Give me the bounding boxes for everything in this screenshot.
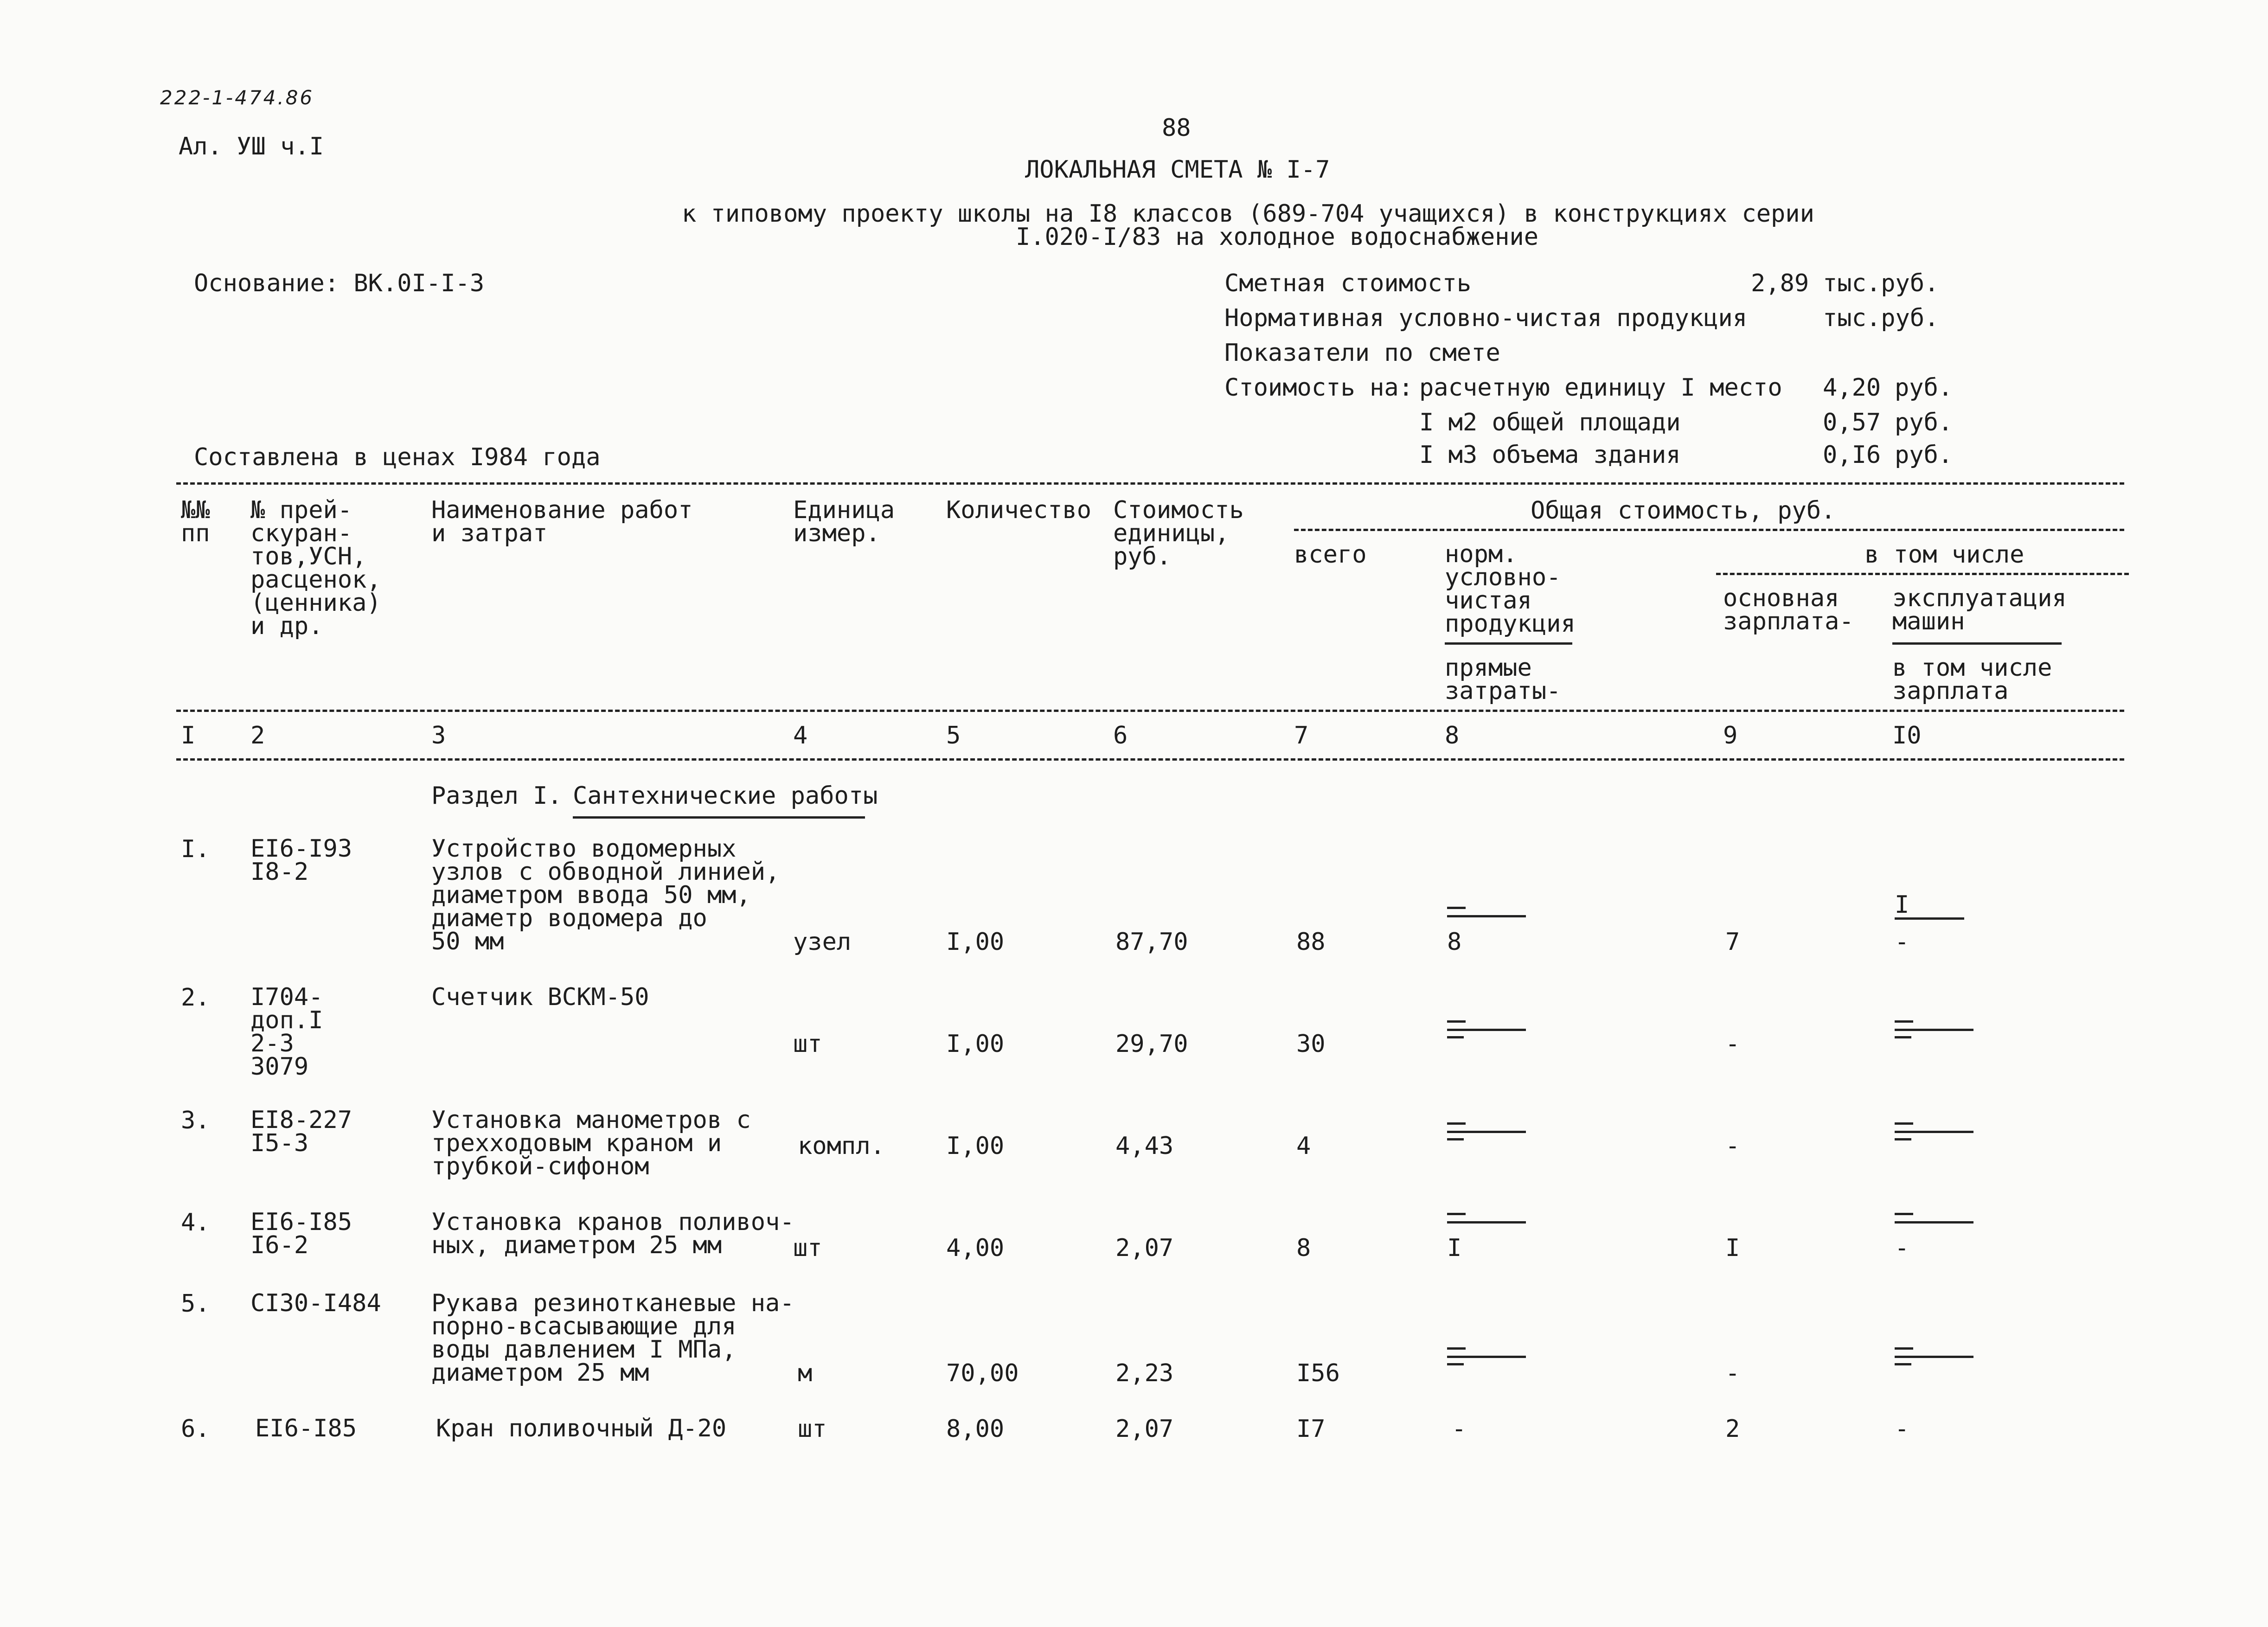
col-num-6: 6 (1113, 722, 1128, 749)
estimated-cost-value: 2,89 (1751, 269, 1809, 297)
per-m3-unit: руб. (1895, 441, 1953, 469)
row-5-number: 5. (181, 1290, 210, 1318)
section-title-underline (573, 816, 865, 819)
prices-year-text: Составлена в ценах I984 года (194, 443, 601, 471)
row-3-machines-mark (1895, 1122, 1973, 1141)
row-6-code: ЕI6-I85 (255, 1415, 357, 1442)
estimated-cost-label: Сметная стоимость (1224, 269, 1472, 297)
row-4-total: 8 (1296, 1234, 1311, 1262)
row-5-machines-mark (1895, 1347, 1973, 1366)
machines-underline (1892, 642, 2062, 645)
row-4-number: 4. (181, 1209, 210, 1236)
row-1-machines-top: I (1895, 891, 1909, 919)
col-header-number: №№ пп (181, 496, 210, 547)
header-mid-rule (176, 710, 2124, 712)
indicators-label: Показатели по смете (1224, 339, 1500, 367)
row-1-total: 88 (1296, 928, 1326, 956)
per-place-label: расчетную единицу I место (1419, 374, 1782, 402)
row-5-unit: м (798, 1359, 813, 1387)
row-3-base-salary: - (1725, 1132, 1740, 1160)
section-prefix: Раздел I. (431, 782, 562, 810)
row-5-name: Рукава резинотканевые на- порно-всасывающие для воды давлением I МПа, диаметром 25 мм (431, 1289, 794, 1387)
row-1-qty: I,00 (946, 928, 1005, 956)
col-num-2: 2 (250, 722, 265, 749)
row-2-number: 2. (181, 984, 210, 1012)
row-1-normative: 8 (1447, 928, 1462, 956)
row-4-name: Установка кранов поливоч- ных, диаметром 25 мм (431, 1208, 794, 1259)
document-subtitle-2: I.020-I/83 на холодное водоснабжение (1016, 223, 1539, 251)
normative-underline (1445, 642, 1572, 645)
row-3-total: 4 (1296, 1132, 1311, 1160)
col-num-5: 5 (946, 722, 961, 749)
row-2-qty: I,00 (946, 1030, 1005, 1058)
normative-label: Нормативная условно-чистая продукция (1224, 304, 1748, 332)
row-5-qty: 70,00 (946, 1359, 1019, 1387)
document-subtitle-1: к типовому проекту школы на I8 классов (689-704 учащихся) в конструкциях серии (682, 200, 1814, 228)
row-6-machines: - (1895, 1415, 1909, 1443)
row-4-machines: - (1895, 1234, 1909, 1262)
row-1-normative-rule (1447, 907, 1521, 911)
col-header-incl-group: в том числе (1864, 541, 2025, 569)
row-4-machines-mark (1895, 1213, 1973, 1224)
row-2-machines-mark (1895, 1020, 1973, 1039)
row-1-price: 87,70 (1115, 928, 1188, 956)
col-header-base-salary: основная зарплата- (1723, 584, 1854, 635)
row-3-unit: компл. (798, 1132, 885, 1160)
row-2-unit: шт (793, 1030, 822, 1058)
page-number: 88 (1162, 114, 1191, 142)
album-label: Ал. УШ ч.I (179, 133, 324, 160)
row-6-qty: 8,00 (946, 1415, 1005, 1443)
row-4-base-salary: I (1725, 1234, 1740, 1262)
col-num-3: 3 (431, 722, 446, 749)
row-6-name: Кран поливочный Д-20 (436, 1415, 727, 1442)
row-2-base-salary: - (1725, 1030, 1740, 1058)
col-header-total-group: Общая стоимость, руб. (1531, 497, 1836, 525)
row-1-name: Устройство водомерных узлов с обводной линией, диаметром ввода 50 мм, диаметр водомера до 50 мм (431, 835, 780, 955)
document-code: 222-1-474.86 (160, 86, 314, 109)
per-m2-unit: руб. (1895, 409, 1953, 436)
row-1-unit: узел (793, 928, 852, 956)
per-m3-label: I м3 объема здания (1419, 441, 1681, 469)
col-num-9: 9 (1723, 722, 1738, 749)
col-num-4: 4 (793, 722, 808, 749)
basis-text: Основание: ВК.0I-I-3 (194, 269, 485, 297)
row-6-base-salary: 2 (1725, 1415, 1740, 1443)
row-2-name: Счетчик ВСКМ-50 (431, 983, 649, 1011)
header-bottom-rule (176, 758, 2124, 761)
row-4-normative-mark (1447, 1213, 1526, 1224)
col-header-normative: норм. условно- чистая продукция (1445, 540, 1576, 638)
incl-group-rule (1716, 573, 2129, 575)
col-header-total: всего (1294, 541, 1367, 569)
row-2-normative-mark (1447, 1020, 1526, 1039)
section-title: Сантехнические работы (573, 782, 878, 810)
row-6-price: 2,07 (1115, 1415, 1174, 1443)
col-header-machines-salary: в том числе зарплата (1892, 654, 2052, 705)
header-top-rule (176, 482, 2124, 485)
col-header-unit: Единица измер. (793, 496, 895, 547)
cost-on-label: Стоимость на: (1224, 374, 1413, 402)
per-m3-value: 0,I6 (1823, 441, 1881, 469)
row-1-machines: - (1895, 928, 1909, 956)
row-4-normative: I (1447, 1234, 1462, 1262)
col-num-10: I0 (1892, 722, 1922, 749)
row-3-qty: I,00 (946, 1132, 1005, 1160)
row-5-price: 2,23 (1115, 1359, 1174, 1387)
row-6-normative: - (1452, 1415, 1467, 1443)
per-m2-value: 0,57 (1823, 409, 1881, 436)
row-2-total: 30 (1296, 1030, 1326, 1058)
document-title: ЛОКАЛЬНАЯ СМЕТА № I-7 (1025, 156, 1330, 184)
row-3-normative-mark (1447, 1122, 1526, 1141)
row-5-base-salary: - (1725, 1359, 1740, 1387)
per-place-value: 4,20 (1823, 374, 1881, 402)
per-m2-label: I м2 общей площади (1419, 409, 1681, 436)
row-4-code: ЕI6-I85 I6-2 (250, 1208, 352, 1259)
row-5-total: I56 (1296, 1359, 1340, 1387)
row-3-number: 3. (181, 1107, 210, 1134)
row-6-total: I7 (1296, 1415, 1326, 1443)
row-4-unit: шт (793, 1234, 822, 1262)
row-1-base-salary: 7 (1725, 928, 1740, 956)
row-3-code: ЕI8-227 I5-3 (250, 1106, 352, 1157)
col-header-work-name: Наименование работ и затрат (431, 496, 693, 547)
col-header-pricelist: № прей- скуран- тов,УСН, расценок, (ценника) и др. (250, 496, 381, 640)
estimated-cost-unit: тыс.руб. (1823, 269, 1939, 297)
row-1-machines-rule (1895, 917, 1964, 920)
row-1-number: I. (181, 835, 210, 863)
total-group-rule (1294, 529, 2124, 531)
col-num-1: I (181, 722, 196, 749)
row-2-code: I704- доп.I 2-3 3079 (250, 983, 323, 1081)
row-6-unit: шт (798, 1415, 827, 1443)
col-header-machines: эксплуатация машин (1892, 584, 2067, 635)
row-5-normative-mark (1447, 1347, 1526, 1366)
normative-unit: тыс.руб. (1823, 304, 1939, 332)
row-1-code: ЕI6-I93 I8-2 (250, 835, 352, 886)
row-6-number: 6. (181, 1415, 210, 1443)
col-header-unit-cost: Стоимость единицы, руб. (1113, 496, 1244, 570)
col-header-direct-costs: прямые затраты- (1445, 654, 1561, 705)
row-3-price: 4,43 (1115, 1132, 1174, 1160)
col-header-quantity: Количество (946, 496, 1092, 524)
row-4-qty: 4,00 (946, 1234, 1005, 1262)
row-4-price: 2,07 (1115, 1234, 1174, 1262)
col-num-8: 8 (1445, 722, 1460, 749)
row-5-code: СI30-I484 (250, 1289, 381, 1317)
row-2-price: 29,70 (1115, 1030, 1188, 1058)
col-num-7: 7 (1294, 722, 1309, 749)
row-3-name: Установка манометров с трехходовым краном и трубкой-сифоном (431, 1106, 751, 1180)
per-place-unit: руб. (1895, 374, 1953, 402)
